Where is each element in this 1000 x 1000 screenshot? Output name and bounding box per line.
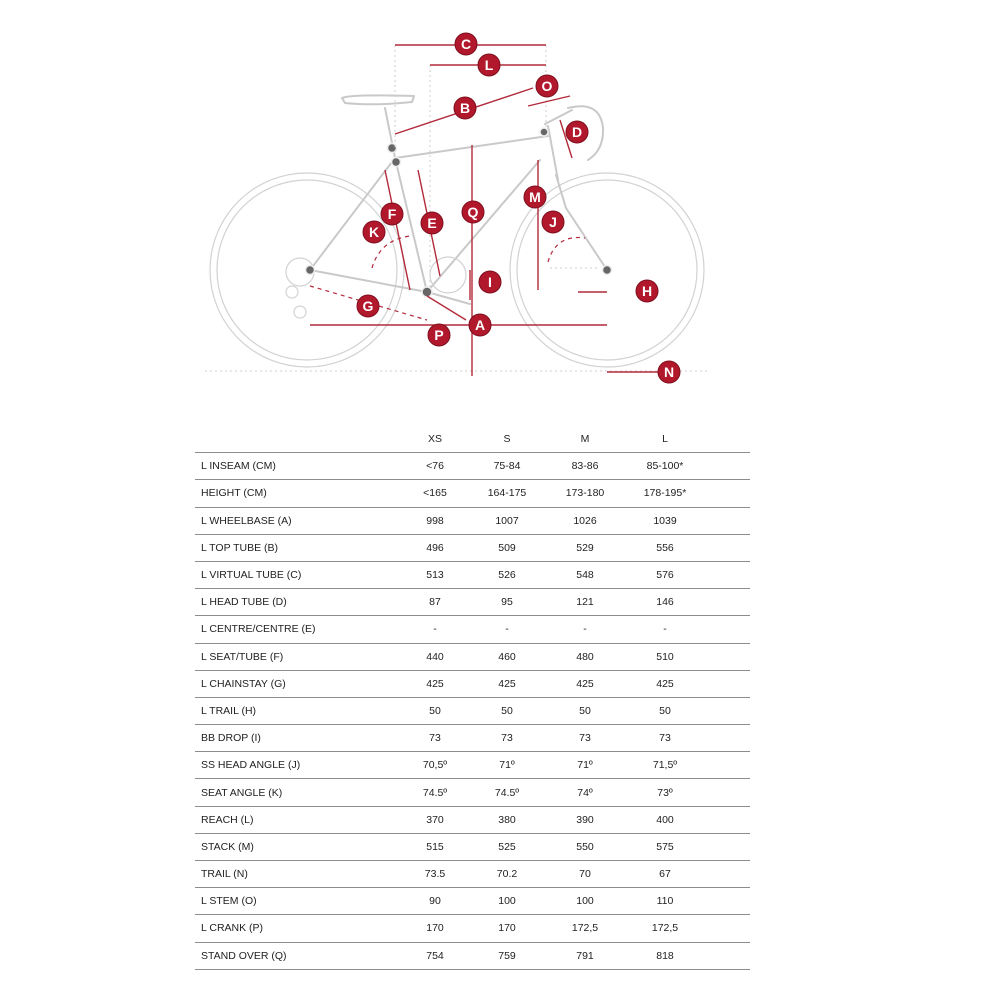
row-value-l: 73º: [657, 786, 673, 799]
row-value-m: 172,5: [571, 922, 599, 935]
row-value-s: 380: [498, 813, 516, 826]
row-value-l: 178-195*: [643, 487, 687, 500]
row-value-l: 556: [656, 541, 674, 554]
row-label: L CRANK (P): [201, 922, 264, 935]
dim-label-C: [455, 33, 477, 55]
row-value-xs: 70,5º: [422, 759, 448, 772]
row-value-l: 146: [656, 596, 674, 609]
row-value-s: 70.2: [496, 868, 518, 881]
dim-label-O: [536, 75, 558, 97]
row-label: TRAIL (N): [201, 868, 248, 881]
row-value-l: 576: [656, 569, 674, 582]
row-value-l: 425: [656, 677, 674, 690]
row-label: L CHAINSTAY (G): [201, 677, 286, 690]
table-row: [195, 561, 750, 588]
table-header-row: [195, 426, 750, 452]
svg-text:J: J: [549, 214, 557, 230]
row-value-s: 460: [498, 650, 516, 663]
row-value-xs: <165: [423, 487, 447, 500]
row-value-m: 74º: [577, 786, 593, 799]
row-label: SS HEAD ANGLE (J): [201, 759, 301, 772]
row-value-m: 71º: [577, 759, 593, 772]
row-value-xs: 513: [426, 569, 444, 582]
row-value-xs: 74.5º: [422, 786, 448, 799]
svg-text:D: D: [571, 124, 583, 140]
row-label: L CENTRE/CENTRE (E): [201, 623, 316, 636]
row-value-l: 818: [656, 949, 674, 962]
table-row: [195, 724, 750, 751]
row-value-l: 172,5: [651, 922, 679, 935]
table-row: [195, 778, 750, 805]
svg-text:L: L: [484, 57, 494, 73]
row-value-l: 73: [659, 732, 671, 745]
row-label: SEAT ANGLE (K): [201, 786, 283, 799]
table-row: [195, 534, 750, 561]
table-row: [195, 479, 750, 506]
row-label: L TRAIL (H): [201, 704, 257, 717]
size-header-l: L: [662, 433, 668, 446]
row-value-m: 121: [576, 596, 594, 609]
row-label: BB DROP (I): [201, 732, 261, 745]
dim-label-E: [421, 212, 443, 234]
row-value-m: 791: [576, 949, 594, 962]
svg-text:G: G: [362, 298, 374, 314]
row-value-s: 74.5º: [494, 786, 520, 799]
row-label: REACH (L): [201, 813, 254, 826]
dim-label-H: [636, 280, 658, 302]
row-label: STACK (M): [201, 840, 254, 853]
table-row: [195, 806, 750, 833]
row-value-xs: 73: [429, 732, 441, 745]
row-value-s: 525: [498, 840, 516, 853]
row-value-m: 529: [576, 541, 594, 554]
size-header-xs: XS: [427, 433, 442, 446]
table-row: [195, 643, 750, 670]
table-row: [195, 942, 750, 970]
row-label: L VIRTUAL TUBE (C): [201, 569, 302, 582]
row-value-xs: 370: [426, 813, 444, 826]
row-value-s: 425: [498, 677, 516, 690]
row-value-xs: 425: [426, 677, 444, 690]
svg-text:P: P: [434, 327, 444, 343]
svg-text:E: E: [427, 215, 437, 231]
row-value-l: 67: [659, 868, 671, 881]
svg-text:I: I: [488, 274, 492, 290]
svg-text:C: C: [460, 36, 472, 52]
row-value-s: 509: [498, 541, 516, 554]
row-value-xs: <76: [426, 460, 444, 473]
svg-text:Q: Q: [467, 204, 479, 220]
row-value-m: 550: [576, 840, 594, 853]
row-value-xs: 496: [426, 541, 444, 554]
row-value-l: 575: [656, 840, 674, 853]
row-value-l: 400: [656, 813, 674, 826]
row-value-xs: 754: [426, 949, 444, 962]
row-value-xs: -: [433, 623, 437, 636]
row-label: HEIGHT (CM): [201, 487, 267, 500]
row-value-xs: 440: [426, 650, 444, 663]
size-header-m: M: [580, 433, 590, 446]
row-label: L STEM (O): [201, 895, 257, 908]
size-header-s: S: [503, 433, 511, 446]
table-row: [195, 833, 750, 860]
top-tube-pivot: [392, 158, 401, 167]
row-value-l: -: [663, 623, 667, 636]
row-value-s: 73: [501, 732, 513, 745]
svg-text:M: M: [529, 189, 541, 205]
row-label: STAND OVER (Q): [201, 949, 287, 962]
row-value-xs: 50: [429, 704, 441, 717]
table-row: [195, 588, 750, 615]
row-label: L HEAD TUBE (D): [201, 596, 287, 609]
row-value-l: 110: [656, 895, 674, 908]
row-label: L TOP TUBE (B): [201, 541, 279, 554]
row-label: L WHEELBASE (A): [201, 514, 292, 527]
row-value-m: 548: [576, 569, 594, 582]
row-value-m: -: [583, 623, 587, 636]
svg-text:H: H: [641, 283, 653, 299]
row-value-s: 71º: [499, 759, 515, 772]
row-value-m: 50: [579, 704, 591, 717]
table-row: [195, 697, 750, 724]
row-value-s: -: [505, 623, 509, 636]
head-tube-pivot: [540, 128, 548, 136]
row-value-xs: 170: [426, 922, 444, 935]
row-value-s: 164-175: [487, 487, 527, 500]
row-value-xs: 515: [426, 840, 444, 853]
row-value-s: 95: [501, 596, 513, 609]
svg-text:B: B: [459, 100, 471, 116]
svg-text:K: K: [368, 224, 380, 240]
svg-text:A: A: [474, 317, 486, 333]
row-value-s: 1007: [495, 514, 519, 527]
row-value-xs: 73.5: [424, 868, 446, 881]
table-row: [195, 507, 750, 534]
table-row: [195, 670, 750, 697]
svg-text:F: F: [387, 206, 397, 222]
dim-label-B: [454, 97, 476, 119]
table-row: [195, 751, 750, 778]
dim-label-M: [524, 186, 546, 208]
dim-label-P: [428, 324, 450, 346]
svg-text:O: O: [541, 78, 553, 94]
row-value-l: 71,5º: [652, 759, 678, 772]
row-value-xs: 87: [429, 596, 441, 609]
row-value-s: 75-84: [493, 460, 521, 473]
row-value-xs: 998: [426, 514, 444, 527]
row-label: L INSEAM (CM): [201, 460, 276, 473]
table-row: [195, 452, 750, 479]
bottom-bracket-pivot: [422, 287, 432, 297]
svg-text:N: N: [663, 364, 675, 380]
dim-label-F: [381, 203, 403, 225]
dim-label-Q: [462, 201, 484, 223]
table-row: [195, 860, 750, 887]
bike-geometry-diagram: [0, 0, 1000, 410]
row-value-m: 390: [576, 813, 594, 826]
table-row: [195, 914, 750, 941]
row-value-s: 759: [498, 949, 516, 962]
row-value-m: 73: [579, 732, 591, 745]
row-value-m: 83-86: [571, 460, 599, 473]
dim-label-D: [566, 121, 588, 143]
row-value-m: 425: [576, 677, 594, 690]
rear-axle-pivot: [306, 266, 315, 275]
row-value-s: 526: [498, 569, 516, 582]
row-value-m: 100: [576, 895, 594, 908]
row-value-l: 1039: [653, 514, 677, 527]
row-value-s: 100: [498, 895, 516, 908]
dim-label-A: [469, 314, 491, 336]
table-row: [195, 615, 750, 642]
geometry-table: [195, 426, 750, 970]
row-label: L SEAT/TUBE (F): [201, 650, 284, 663]
row-value-s: 50: [501, 704, 513, 717]
dim-label-L: [478, 54, 500, 76]
dim-label-K: [363, 221, 385, 243]
dim-label-J: [542, 211, 564, 233]
row-value-m: 480: [576, 650, 594, 663]
row-value-m: 1026: [573, 514, 597, 527]
row-value-s: 170: [498, 922, 516, 935]
row-value-l: 510: [656, 650, 674, 663]
row-value-l: 85-100*: [646, 460, 684, 473]
dim-label-N: [658, 361, 680, 383]
row-value-l: 50: [659, 704, 671, 717]
row-value-xs: 90: [429, 895, 441, 908]
row-value-m: 173-180: [565, 487, 605, 500]
front-axle-pivot: [603, 266, 612, 275]
dim-label-I: [479, 271, 501, 293]
row-value-m: 70: [579, 868, 591, 881]
table-row: [195, 887, 750, 914]
dim-label-G: [357, 295, 379, 317]
